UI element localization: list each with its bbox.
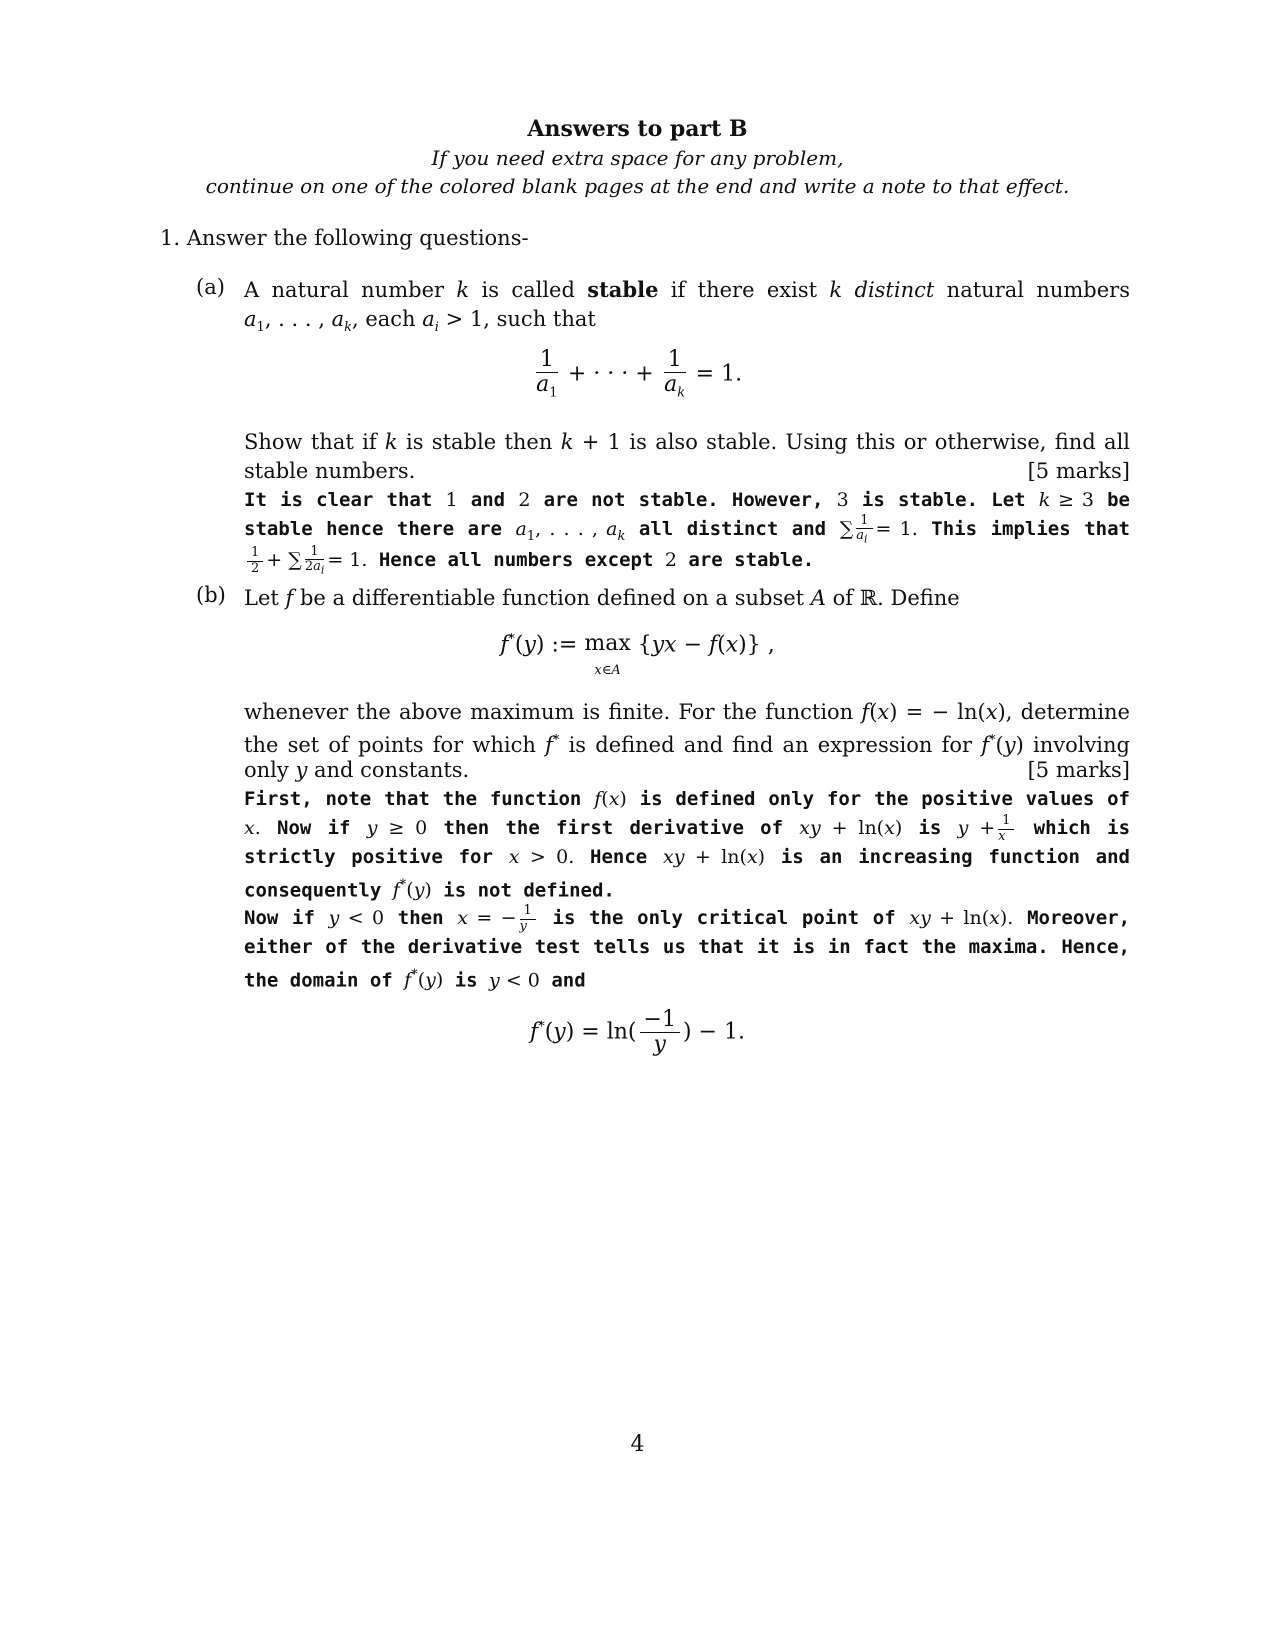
question-1-heading: [160, 226, 529, 250]
part-a-marks: [5 marks]: [1027, 459, 1130, 483]
part-a-task-text: stable numbers.: [244, 459, 416, 483]
part-b-answer-p1-line-1: First, note that the function f(x) is defined only for the positive values of: [244, 788, 1130, 810]
part-a-statement-line-1: A natural number k is called stable if there exist k distinct natural numbers: [244, 277, 1130, 302]
page-number: 4: [630, 1432, 645, 1457]
part-b-label: (b): [196, 583, 226, 607]
part-a-task-line-2: [244, 456, 1130, 486]
part-a-equation: $\frac{1}{a_1}$ + · · · + $\frac{1}{a_k}$ = 1.: [536, 347, 743, 401]
instruction-line-2: continue on one of the colored blank pages at the end and write a note to that effect.: [205, 174, 1070, 198]
part-b-answer-p2-line-3: the domain of f*(y) is y < 0 and: [244, 968, 586, 992]
part-b-task-line-2: the set of points for which f* is defined and find an expression for f*(y) involving: [244, 733, 1130, 757]
part-b-task-line-3: only y and constants. [5 marks]: [244, 755, 1130, 785]
part-b-task-line-1: whenever the above maximum is finite. For the function f(x) = − ln(x), determine: [244, 700, 1130, 724]
part-b-marks: [5 marks]: [1027, 758, 1130, 782]
part-b-answer-p1-line-4: consequently f*(y) is not defined.: [244, 878, 615, 902]
part-b-answer-p2-line-1: Now if y < 0 then x = − $\frac{1}{y}$ is the only critical point of xy + ln(x). Moreover,: [244, 903, 1131, 934]
part-a-label: (a): [196, 275, 225, 299]
instruction-line-1: If you need extra space for any problem,: [431, 146, 844, 170]
fraction-1-over-ak: $\frac{1}{a_k}$: [664, 347, 686, 401]
part-a-statement-line-2: $a_1$, . . . , $a_k$, each $a_i > 1$, such that: [244, 307, 596, 336]
fraction-1-over-a1: $\frac{1}{a_1}$: [536, 347, 558, 401]
question-number: 1.: [160, 226, 181, 250]
part-b-answer-p1-line-3: strictly positive for x > 0. Hence xy + ln(x) is an increasing function and: [244, 846, 1130, 868]
part-a-answer-line-1: It is clear that 1 and 2 are not stable. However, 3 is stable. Let k ≥ 3 be: [244, 489, 1130, 511]
part-b-answer-p1-line-2: x. Now if y ≥ 0 then the first derivative of xy + ln(x) is y + $\frac{1}{x}$ which is: [244, 813, 1131, 844]
part-a-answer-line-3: $\frac{1}{2}$ + ∑ $\frac{1}{2a_i}$ = 1. Hence all numbers except 2 are stable.: [244, 545, 1130, 577]
part-b-equation: f*(y) := max x∈A {yx − f(x)} ,: [500, 631, 775, 679]
part-b-statement: Let f be a differentiable function defined on a subset A of ℝ. Define: [244, 586, 960, 610]
final-equation: f*(y) = ln( $\frac{-1}{y}$ ) − 1.: [530, 1007, 745, 1058]
question-prompt: Answer the following questions-: [186, 226, 529, 250]
page-title: Answers to part B: [527, 116, 748, 142]
part-a-answer-line-2: stable hence there are $a_1$, . . . , $a_k$ all distinct and ∑ $\frac{1}{a_i}$ = 1. This implies that: [244, 513, 1130, 546]
part-b-answer-p2-line-2: either of the derivative test tells us that it is in fact the maxima. Hence,: [244, 936, 1130, 958]
part-a-task-line-1: Show that if k is stable then k + 1 is also stable. Using this or otherwise, find all: [244, 430, 1131, 454]
